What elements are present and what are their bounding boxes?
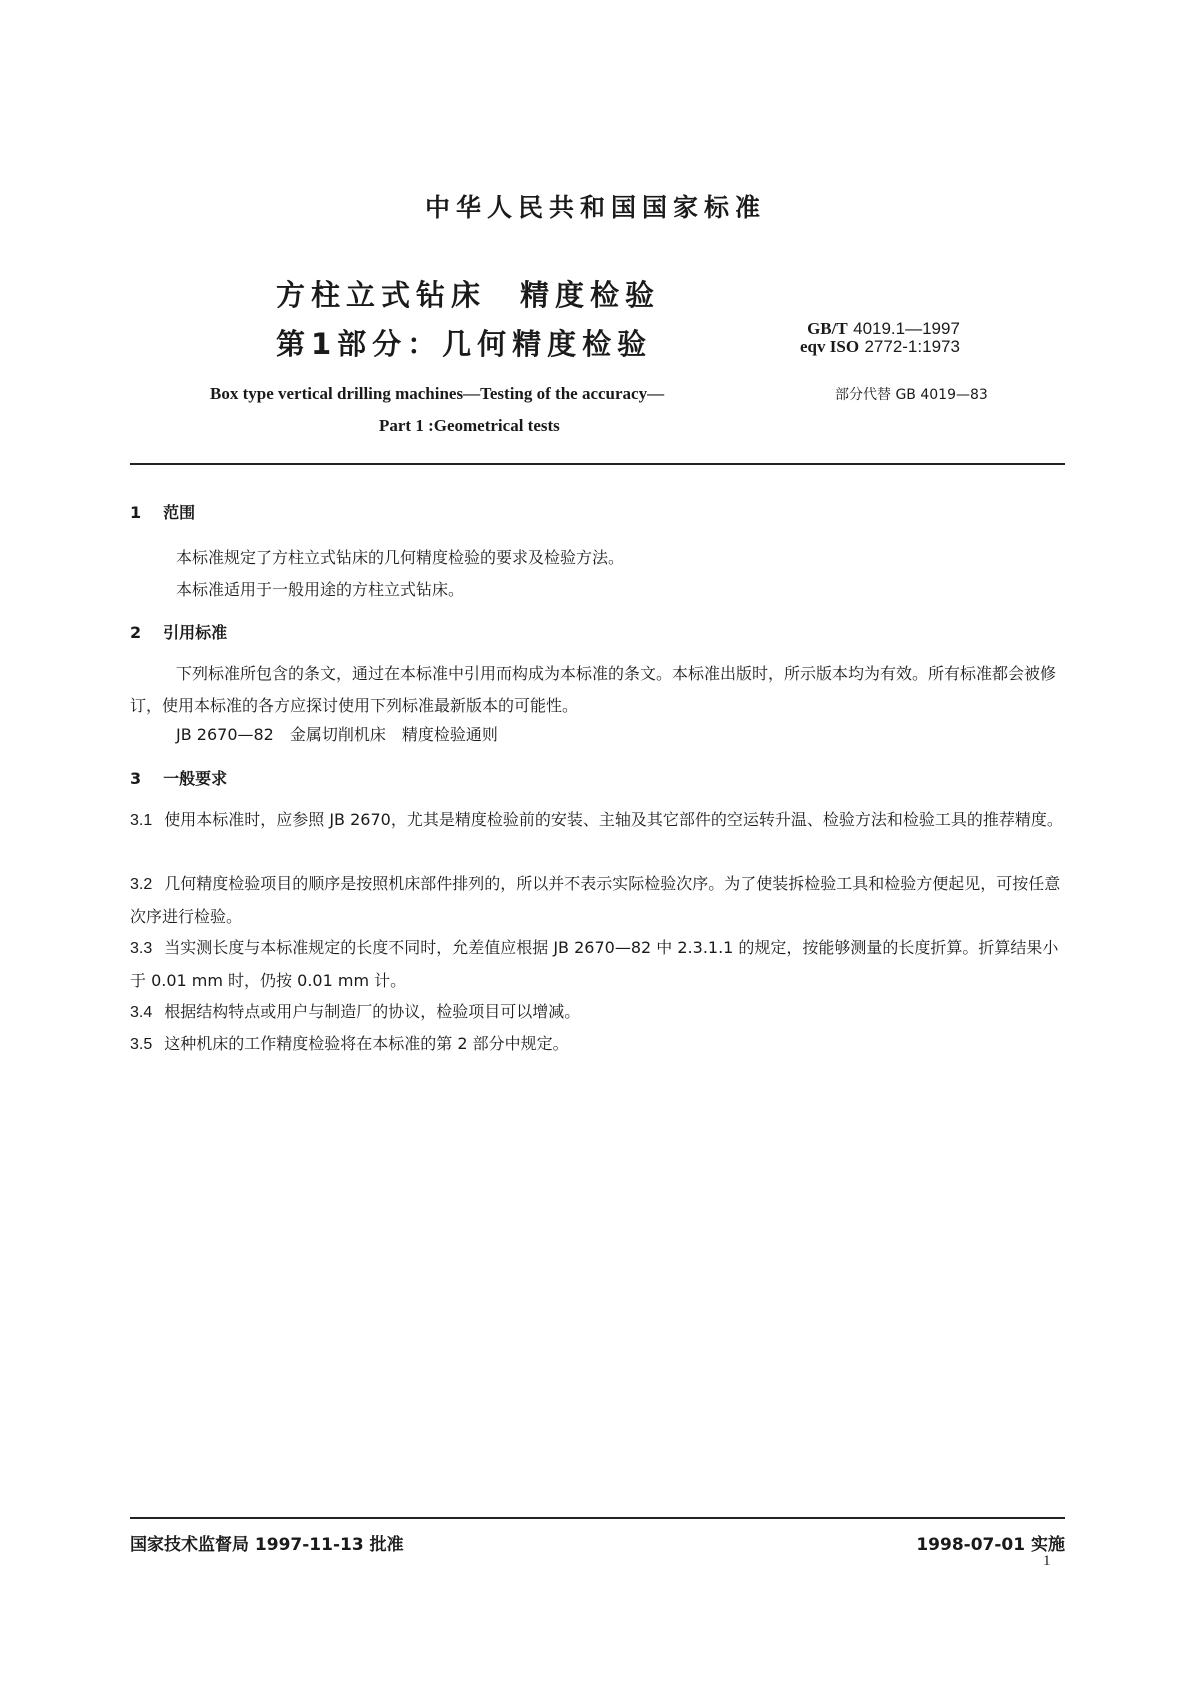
title-part1: 方柱立式钻床 — [276, 278, 487, 312]
section-2-heading: 2 引用标准 — [130, 623, 228, 642]
section-2-paragraph: 下列标准所包含的条文，通过在本标准中引用而构成为本标准的条文。本标准出版时，所示版本均为有效。所有标准都会被修订，使用本标准的各方应探讨使用下列标准最新版本的可能性。 — [130, 664, 1057, 715]
footer-divider — [130, 1517, 1065, 1519]
equivalent-standard: eqv ISO 2772-1:1973 — [800, 337, 960, 356]
clause-3-2: 3.2 几何精度检验项目的顺序是按照机床部件排列的，所以并不表示实际检验次序。为了使装拆检验工具和检验方便起见，可按任意次序进行检验。 — [130, 874, 1061, 926]
section-1-line1: 本标准规定了方柱立式钻床的几何精度检验的要求及检验方法。 — [176, 548, 625, 567]
section-1-heading: 1 范围 — [130, 503, 196, 522]
english-title-line1: Box type vertical drilling machines—Testing of the accuracy— — [210, 384, 665, 403]
issuing-organization: 中华人民共和国国家标准 — [424, 193, 766, 222]
section-3-heading: 3 一般要求 — [130, 769, 228, 788]
section-2-reference: JB 2670—82 金属切削机床 精度检验通则 — [176, 725, 498, 744]
approval-date: 国家技术监督局 1997-11-13 批准 — [130, 1535, 404, 1555]
clause-3-4: 3.4 根据结构特点或用户与制造厂的协议，检验项目可以增减。 — [130, 1002, 581, 1021]
replaces-standard: 部分代替 GB 4019—83 — [835, 387, 988, 403]
document-title-line2: 第1部分：几何精度检验 — [276, 327, 653, 361]
standard-number: GB/T 4019.1—1997 — [807, 319, 960, 338]
effective-date: 1998-07-01 实施 — [916, 1535, 1065, 1555]
page-number: 1 — [1043, 1553, 1051, 1569]
header-divider — [130, 463, 1065, 465]
english-title-line2: Part 1 :Geometrical tests — [379, 416, 560, 435]
clause-3-1: 3.1 使用本标准时，应参照 JB 2670，尤其是精度检验前的安装、主轴及其它部件的空运转升温、检验方法和检验工具的推荐精度。 — [130, 810, 1063, 829]
section-1-line2: 本标准适用于一般用途的方柱立式钻床。 — [176, 580, 465, 599]
clause-3-5: 3.5 这种机床的工作精度检验将在本标准的第 2 部分中规定。 — [130, 1034, 569, 1053]
clause-3-3: 3.3 当实测长度与本标准规定的长度不同时，允差值应根据 JB 2670—82 中 2.3.1.1 的规定，按能够测量的长度折算。折算结果小于 0.01 mm 时，仍按 0.01 mm 计。 — [130, 938, 1059, 990]
title-part2: 精度检验 — [520, 278, 661, 312]
document-title-line1 — [276, 273, 660, 314]
standard-number-block — [800, 320, 960, 356]
